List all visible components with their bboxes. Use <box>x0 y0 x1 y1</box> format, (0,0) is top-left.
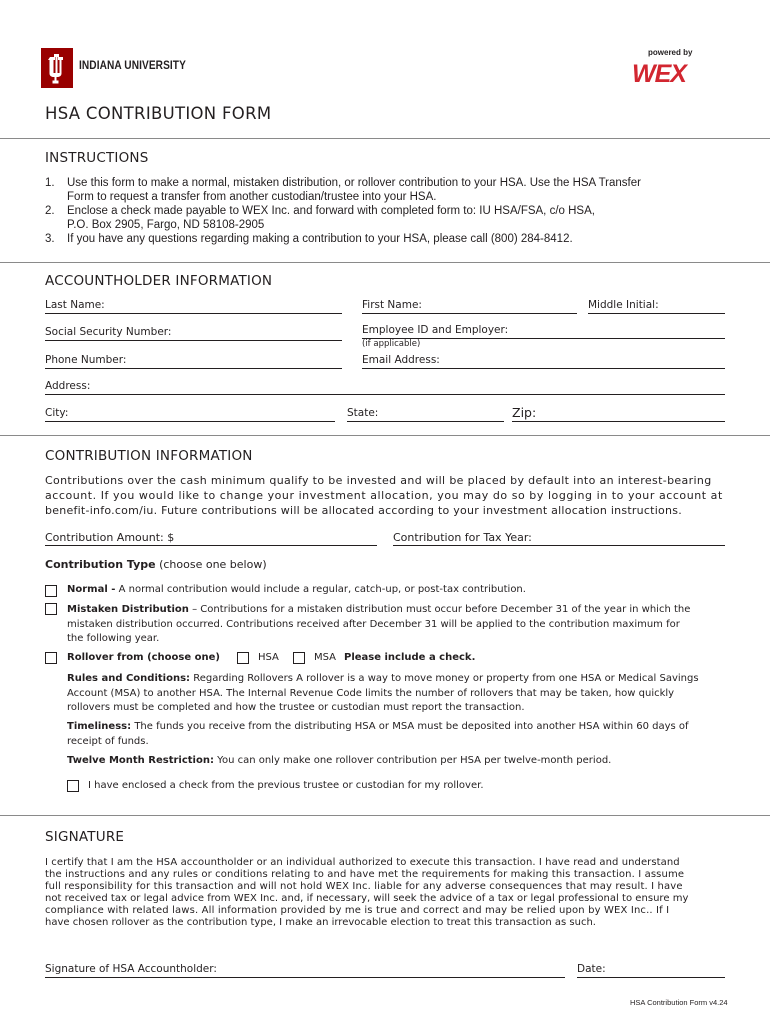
rollover-msa-checkbox[interactable] <box>293 652 305 664</box>
rollover-note: Please include a check. <box>344 652 476 663</box>
address-field[interactable] <box>45 394 725 395</box>
state-label: State: <box>347 407 379 419</box>
employee-id-label: Employee ID and Employer: <box>362 324 509 336</box>
certification-line: not received tax or legal advice from WEX Inc. and, if necessary, will seek the advice of a tax or legal professional to ensure my <box>45 893 689 904</box>
iu-logo <box>41 48 186 88</box>
last-name-label: Last Name: <box>45 299 105 311</box>
normal-text: A normal contribution would include a regular, catch-up, or post-tax contribution. <box>118 584 526 595</box>
normal-checkbox[interactable] <box>45 585 57 597</box>
twelve-month-text: You can only make one rollover contribution per HSA per twelve-month period. <box>217 755 612 766</box>
signature-field[interactable] <box>45 977 565 978</box>
contribution-heading: CONTRIBUTION INFORMATION <box>45 448 253 464</box>
twelve-month-restriction <box>67 755 611 766</box>
certification-line: full responsibility for this transaction and will not hold WEX Inc. liable for any adverse consequences that may result. I have <box>45 881 683 892</box>
instruction-text: P.O. Box 2905, Fargo, ND 58108-2905 <box>67 219 265 231</box>
divider <box>0 138 770 139</box>
date-field[interactable] <box>577 977 725 978</box>
wex-logo-text: WEX <box>632 60 686 88</box>
contribution-type-heading <box>45 558 267 571</box>
rules-text: Account (MSA) to another HSA. The Internal Revenue Code limits the number of rollovers that may be taken, how quickly <box>67 687 675 699</box>
tax-year-field[interactable] <box>393 545 725 546</box>
divider <box>0 435 770 436</box>
enclosed-check-text: I have enclosed a check from the previous trustee or custodian for my rollover. <box>88 780 484 791</box>
intro-line: Contributions over the cash minimum qualify to be invested and will be placed by default into an interest-bearing <box>45 474 712 487</box>
rules-conditions <box>67 672 727 716</box>
certification-line: I certify that I am the HSA accountholder or an individual authorized to execute this transaction. I have read and understand <box>45 857 680 868</box>
zip-label: Zip: <box>512 405 537 420</box>
address-label: Address: <box>45 380 91 392</box>
mistaken-distribution-option <box>67 603 727 647</box>
city-label: City: <box>45 407 69 419</box>
contribution-type-label: Contribution Type <box>45 558 156 571</box>
city-field[interactable] <box>45 421 335 422</box>
instructions-heading: INSTRUCTIONS <box>45 150 149 166</box>
phone-label: Phone Number: <box>45 354 127 366</box>
rules-label: Rules and Conditions: <box>67 673 191 684</box>
intro-line: account. If you would like to change your investment allocation, you may do so by logging in to your account at <box>45 489 723 502</box>
if-applicable-note: (if applicable) <box>362 339 421 349</box>
powered-by-text: powered by <box>648 48 693 57</box>
signature-label: Signature of HSA Accountholder: <box>45 963 217 975</box>
instruction-number: 3. <box>45 233 55 245</box>
middle-initial-field[interactable] <box>588 313 725 314</box>
instruction-number: 1. <box>45 177 55 189</box>
mistaken-text: – Contributions for a mistaken distribution must occur before December 31 of the year in which the <box>192 604 691 615</box>
mistaken-distribution-checkbox[interactable] <box>45 603 57 615</box>
twelve-month-label: Twelve Month Restriction: <box>67 755 214 766</box>
intro-line: benefit-info.com/iu. Future contributions will be allocated according to your investment allocation instructions. <box>45 504 682 517</box>
contribution-amount-label: Contribution Amount: $ <box>45 531 175 544</box>
instruction-text: Use this form to make a normal, mistaken distribution, or rollover contribution to your HSA. Use the HSA Transfer <box>67 177 641 189</box>
wex-logo <box>632 60 702 88</box>
rollover-hsa-checkbox[interactable] <box>237 652 249 664</box>
last-name-field[interactable] <box>45 313 342 314</box>
email-field[interactable] <box>362 368 725 369</box>
rules-text: rollovers must be completed and how the trustee or custodian must report the transaction. <box>67 702 525 713</box>
iu-trident-icon <box>41 48 73 88</box>
date-label: Date: <box>577 963 606 975</box>
rollover-checkbox[interactable] <box>45 652 57 664</box>
timeliness <box>67 720 727 749</box>
normal-option <box>67 584 526 595</box>
email-label: Email Address: <box>362 354 440 366</box>
rollover-msa-label: MSA <box>314 652 337 663</box>
ssn-field[interactable] <box>45 340 342 341</box>
certification-text <box>45 857 735 929</box>
normal-label: Normal - <box>67 584 116 595</box>
instruction-number: 2. <box>45 205 55 217</box>
certification-line: compliance with related laws. All information provided by me is true and correct and may be relied upon by WEX Inc.. If I <box>45 905 670 916</box>
timeliness-text: The funds you receive from the distributing HSA or MSA must be deposited into another HSA within 60 days of <box>134 721 689 732</box>
signature-heading: SIGNATURE <box>45 829 125 845</box>
rules-text: Regarding Rollovers A rollover is a way to move money or property from one HSA or Medical Savings <box>193 673 699 684</box>
accountholder-heading: ACCOUNTHOLDER INFORMATION <box>45 273 273 289</box>
zip-field[interactable] <box>512 421 725 422</box>
instruction-text: If you have any questions regarding making a contribution to your HSA, please call (800) 284-8412. <box>67 233 573 245</box>
rollover-label: Rollover from (choose one) <box>67 652 220 663</box>
tax-year-label: Contribution for Tax Year: <box>393 531 532 544</box>
contribution-intro <box>45 473 735 518</box>
divider <box>0 815 770 816</box>
timeliness-label: Timeliness: <box>67 721 132 732</box>
instruction-text: Form to request a transfer from another custodian/trustee into your HSA. <box>67 191 437 203</box>
state-field[interactable] <box>347 421 504 422</box>
mistaken-text: mistaken distribution occurred. Contributions received after December 31 will be applied to the contribution maximum for <box>67 618 680 630</box>
enclosed-check-checkbox[interactable] <box>67 780 79 792</box>
first-name-field[interactable] <box>362 313 577 314</box>
mistaken-label: Mistaken Distribution <box>67 604 189 615</box>
contribution-amount-field[interactable] <box>45 545 377 546</box>
divider <box>0 262 770 263</box>
form-version: HSA Contribution Form v4.24 <box>630 998 728 1007</box>
phone-field[interactable] <box>45 368 342 369</box>
iu-logo-text: INDIANA UNIVERSITY <box>79 60 186 72</box>
middle-initial-label: Middle Initial: <box>588 299 659 311</box>
timeliness-text: receipt of funds. <box>67 735 149 747</box>
certification-line: have chosen rollover as the contribution type, I make an irrevocable election to treat this transaction as such. <box>45 917 596 928</box>
instruction-text: Enclose a check made payable to WEX Inc. and forward with completed form to: IU HSA/FSA, c/o HSA, <box>67 205 595 217</box>
mistaken-text: the following year. <box>67 633 160 644</box>
rollover-hsa-label: HSA <box>258 652 279 663</box>
first-name-label: First Name: <box>362 299 422 311</box>
contribution-type-hint: (choose one below) <box>159 558 267 571</box>
ssn-label: Social Security Number: <box>45 326 172 338</box>
certification-line: the instructions and any rules or conditions relating to and have met the requirements for making this transaction. I assume <box>45 869 685 880</box>
form-title: HSA CONTRIBUTION FORM <box>45 104 272 123</box>
